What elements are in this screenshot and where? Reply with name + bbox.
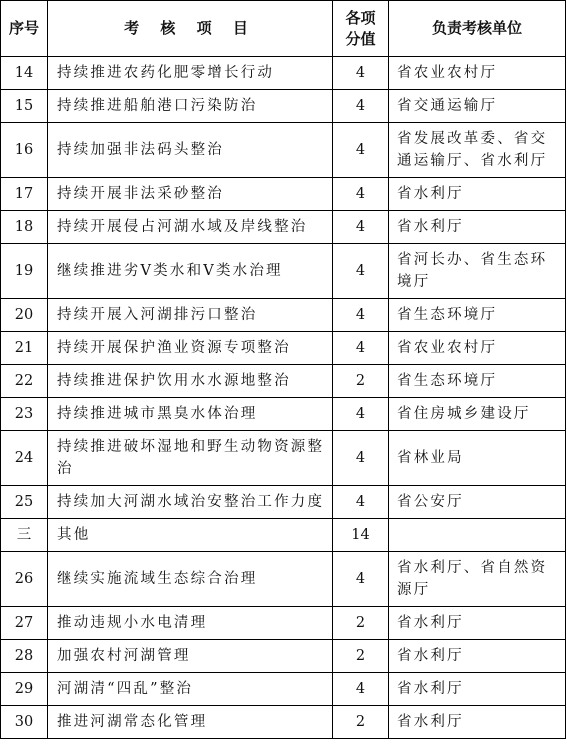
row-score-cell: 4 <box>333 431 389 486</box>
header-unit: 负责考核单位 <box>389 1 566 57</box>
row-score-cell: 2 <box>333 607 389 640</box>
table-row <box>1 519 566 552</box>
row-item-cell: 持续推进农药化肥零增长行动 <box>48 57 333 90</box>
row-score-cell: 4 <box>333 398 389 431</box>
row-unit-cell: 省水利厅、省自然资源厅 <box>389 552 566 607</box>
row-score-cell: 4 <box>333 57 389 90</box>
row-seq-cell: 23 <box>1 398 48 431</box>
row-seq-cell: 19 <box>1 244 48 299</box>
row-score-cell: 4 <box>333 90 389 123</box>
header-score-line1: 各项 <box>345 8 376 27</box>
row-score-cell: 4 <box>333 299 389 332</box>
row-unit-cell: 省水利厅 <box>389 178 566 211</box>
table-row <box>1 486 566 519</box>
table-row <box>1 552 566 607</box>
row-seq-cell: 17 <box>1 178 48 211</box>
row-seq-cell: 21 <box>1 332 48 365</box>
row-item-cell: 持续加大河湖水域治安整治工作力度 <box>48 486 333 519</box>
table-row <box>1 431 566 486</box>
row-seq-cell: 15 <box>1 90 48 123</box>
row-unit-cell: 省河长办、省生态环境厅 <box>389 244 566 299</box>
table-row <box>1 244 566 299</box>
row-seq-cell: 18 <box>1 211 48 244</box>
table-body <box>1 57 566 739</box>
row-item-cell: 继续推进劣Ⅴ类水和Ⅴ类水治理 <box>48 244 333 299</box>
table-row <box>1 123 566 178</box>
row-unit-cell: 省水利厅 <box>389 211 566 244</box>
table-row <box>1 332 566 365</box>
table-row <box>1 178 566 211</box>
row-item-cell: 持续推进船舶港口污染防治 <box>48 90 333 123</box>
row-item-cell: 持续推进破坏湿地和野生动物资源整治 <box>48 431 333 486</box>
row-unit-cell: 省水利厅 <box>389 607 566 640</box>
row-seq-cell: 27 <box>1 607 48 640</box>
table-header-row <box>1 1 566 57</box>
table-row <box>1 673 566 706</box>
row-score-cell: 14 <box>333 519 389 552</box>
table-row <box>1 398 566 431</box>
row-seq-cell: 26 <box>1 552 48 607</box>
row-unit-cell: 省水利厅 <box>389 640 566 673</box>
table-row <box>1 299 566 332</box>
row-unit-cell <box>389 519 566 552</box>
row-item-cell: 河湖清“四乱”整治 <box>48 673 333 706</box>
row-unit-cell: 省公安厅 <box>389 486 566 519</box>
table-row <box>1 365 566 398</box>
row-item-cell: 持续开展入河湖排污口整治 <box>48 299 333 332</box>
row-unit-cell: 省生态环境厅 <box>389 365 566 398</box>
row-score-cell: 4 <box>333 211 389 244</box>
row-seq-cell: 三 <box>1 519 48 552</box>
row-score-cell: 4 <box>333 332 389 365</box>
table-row <box>1 640 566 673</box>
row-unit-cell: 省住房城乡建设厅 <box>389 398 566 431</box>
table-row <box>1 211 566 244</box>
header-seq: 序号 <box>1 1 48 57</box>
row-item-cell: 推进河湖常态化管理 <box>48 706 333 739</box>
row-score-cell: 4 <box>333 552 389 607</box>
row-score-cell: 4 <box>333 244 389 299</box>
row-seq-cell: 30 <box>1 706 48 739</box>
row-score-cell: 2 <box>333 365 389 398</box>
header-score-line2: 分值 <box>345 29 376 48</box>
row-unit-cell: 省水利厅 <box>389 706 566 739</box>
row-score-cell: 2 <box>333 706 389 739</box>
row-score-cell: 4 <box>333 178 389 211</box>
row-seq-cell: 24 <box>1 431 48 486</box>
header-item: 考 核 项 目 <box>48 1 333 57</box>
row-item-cell: 加强农村河湖管理 <box>48 640 333 673</box>
row-item-cell: 推动违规小水电清理 <box>48 607 333 640</box>
row-unit-cell: 省生态环境厅 <box>389 299 566 332</box>
row-unit-cell: 省水利厅 <box>389 673 566 706</box>
row-unit-cell: 省交通运输厅 <box>389 90 566 123</box>
row-item-cell: 持续开展保护渔业资源专项整治 <box>48 332 333 365</box>
row-score-cell: 4 <box>333 123 389 178</box>
row-seq-cell: 28 <box>1 640 48 673</box>
row-score-cell: 2 <box>333 640 389 673</box>
row-item-cell: 持续加强非法码头整治 <box>48 123 333 178</box>
row-unit-cell: 省发展改革委、省交通运输厅、省水利厅 <box>389 123 566 178</box>
table-row <box>1 607 566 640</box>
row-item-cell: 持续推进城市黑臭水体治理 <box>48 398 333 431</box>
row-unit-cell: 省农业农村厅 <box>389 57 566 90</box>
row-seq-cell: 14 <box>1 57 48 90</box>
row-item-cell: 持续推进保护饮用水水源地整治 <box>48 365 333 398</box>
row-item-cell: 持续开展侵占河湖水域及岸线整治 <box>48 211 333 244</box>
row-item-cell: 其他 <box>48 519 333 552</box>
table-row <box>1 706 566 739</box>
row-seq-cell: 25 <box>1 486 48 519</box>
row-score-cell: 4 <box>333 486 389 519</box>
row-score-cell: 4 <box>333 673 389 706</box>
row-unit-cell: 省林业局 <box>389 431 566 486</box>
row-seq-cell: 20 <box>1 299 48 332</box>
row-seq-cell: 22 <box>1 365 48 398</box>
table-row <box>1 90 566 123</box>
row-item-cell: 继续实施流域生态综合治理 <box>48 552 333 607</box>
row-seq-cell: 29 <box>1 673 48 706</box>
header-score <box>333 1 389 57</box>
row-seq-cell: 16 <box>1 123 48 178</box>
row-unit-cell: 省农业农村厅 <box>389 332 566 365</box>
table-row <box>1 57 566 90</box>
row-item-cell: 持续开展非法采砂整治 <box>48 178 333 211</box>
